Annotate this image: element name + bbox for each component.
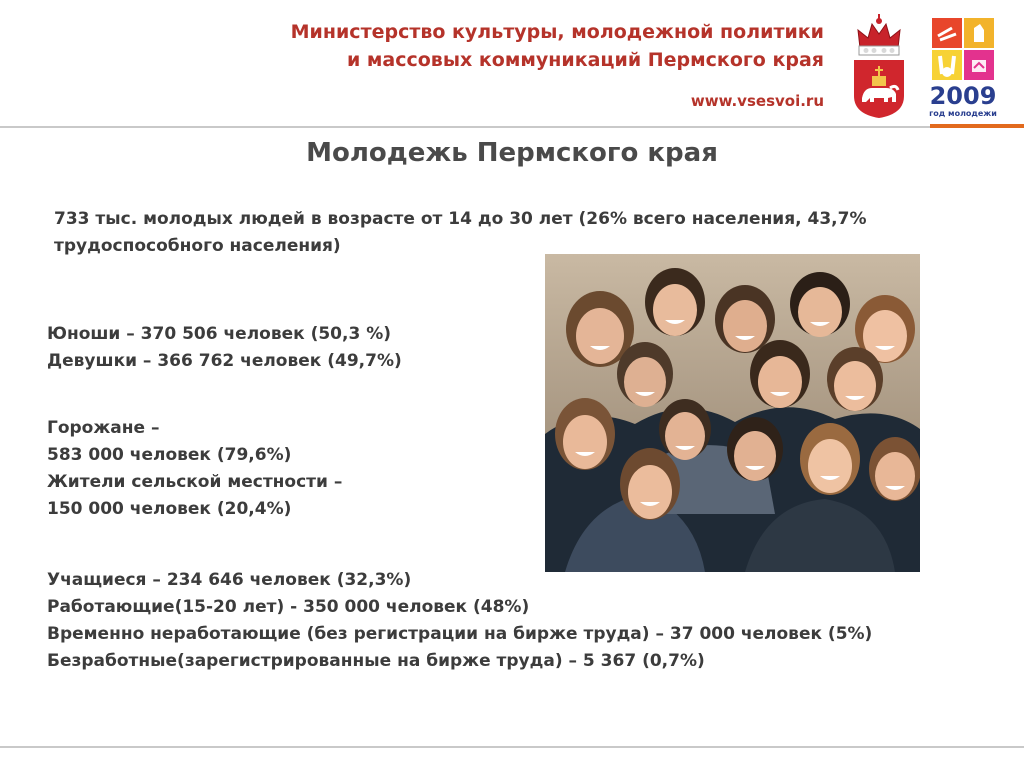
logo-year-text: 2009 [929, 82, 997, 110]
header-accent-line [930, 124, 1024, 128]
page-title: Молодежь Пермского края [306, 138, 718, 168]
rural-value: 150 000 человек (20,4%) [47, 499, 292, 519]
temp-unemployed-stat: Временно неработающие (без регистрации на бирже труда) – 37 000 человек (5%) [47, 624, 873, 644]
students-stat: Учащиеся – 234 646 человек (32,3%) [47, 570, 412, 590]
urban-value: 583 000 человек (79,6%) [47, 445, 292, 465]
coat-of-arms-icon [846, 10, 912, 120]
footer-divider [0, 746, 1024, 748]
occupation-stats [47, 567, 872, 675]
unemployed-stat: Безработные(зарегистрированные на бирже труда) – 5 367 (0,7%) [47, 651, 705, 671]
residence-stats [47, 415, 342, 523]
group-photo [545, 254, 920, 572]
working-stat: Работающие(15-20 лет) - 350 000 человек (48%) [47, 597, 530, 617]
urban-label: Горожане – [47, 418, 160, 438]
logo-caption-text: год молодежи [929, 109, 997, 118]
rural-label: Жители сельской местности – [47, 472, 343, 492]
gender-stats [47, 321, 402, 375]
female-stat: Девушки – 366 762 человек (49,7%) [47, 351, 402, 371]
year-of-youth-logo-icon [928, 16, 998, 120]
intro-text: 733 тыс. молодых людей в возрасте от 14 до 30 лет (26% всего населения, 43,7% трудоспособного населения) [54, 209, 867, 256]
website-link[interactable]: www.vsesvoi.ru [690, 92, 824, 110]
header-divider [0, 126, 1024, 128]
ministry-title-line2: и массовых коммуникаций Пермского края [346, 49, 824, 71]
ministry-title-line1: Министерство культуры, молодежной политики [290, 21, 824, 43]
male-stat: Юноши – 370 506 человек (50,3 %) [47, 324, 392, 344]
ministry-title [184, 18, 824, 74]
